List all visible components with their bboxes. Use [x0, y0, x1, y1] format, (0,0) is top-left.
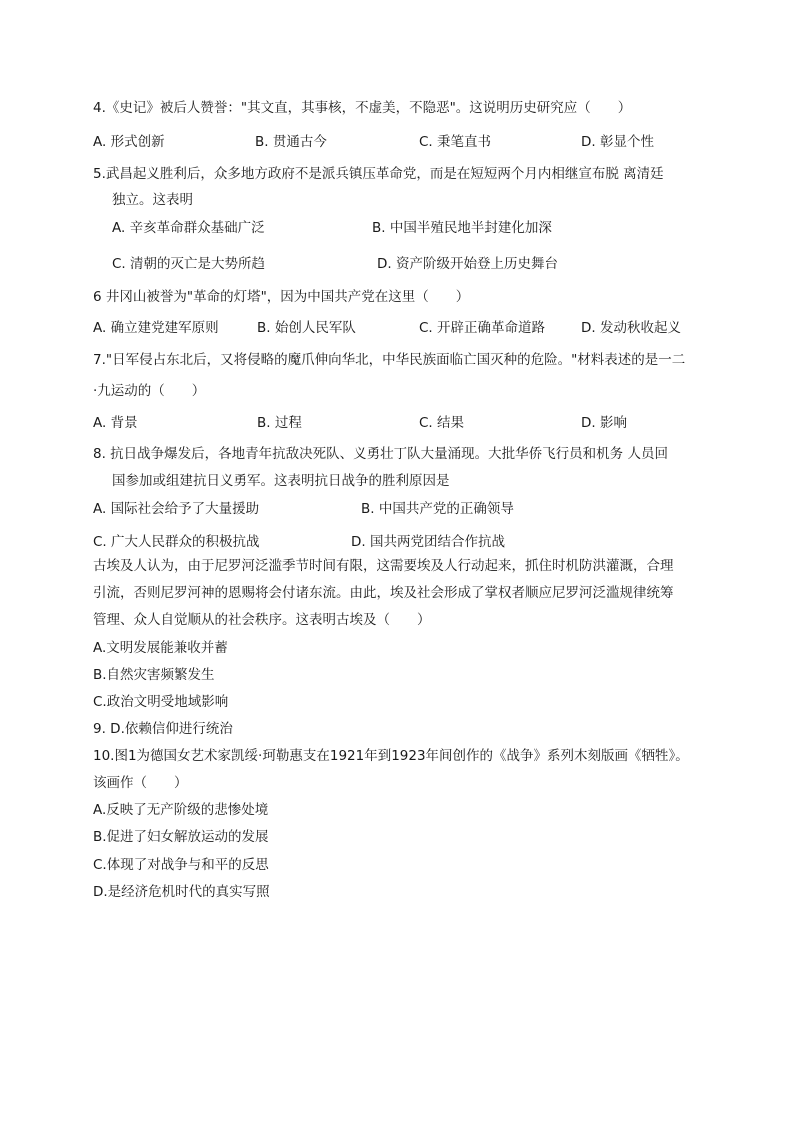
question-5-option-b: B. 中国半殖民地半封建化加深 [372, 220, 552, 236]
question-5-option-d: D. 资产阶级开始登上历史舞台 [377, 256, 558, 272]
question-5-stem-line-2: 独立。这表明 [112, 192, 193, 208]
question-7-option-a: A. 背景 [93, 415, 138, 431]
question-6-option-d: D. 发动秋收起义 [581, 320, 681, 336]
question-7-stem-line-2: ·九运动的（ ） [93, 383, 206, 399]
question-10-option-b: B.促进了妇女解放运动的发展 [93, 829, 269, 845]
question-10-stem-line-2: 该画作（ ） [93, 775, 188, 791]
question-9-option-d: 9. D.依赖信仰进行统治 [93, 721, 233, 737]
question-9-stem-line-3: 管理、众人自觉顺从的社会秩序。这表明古埃及（ ） [93, 612, 431, 628]
question-8-stem-line-2: 国参加或组建抗日义勇军。这表明抗日战争的胜利原因是 [112, 473, 450, 489]
question-5-stem-line-1: 5.武昌起义胜利后，众多地方政府不是派兵镇压革命党，而是在短短两个月内相继宣布脱 离清廷 [93, 166, 664, 182]
question-8-option-a: A. 国际社会给予了大量援助 [93, 501, 260, 517]
question-5-option-c: C. 清朝的灭亡是大势所趋 [112, 256, 266, 272]
question-9-stem-line-1: 古埃及人认为，由于尼罗河泛滥季节时间有限，这需要埃及人行动起来，抓住时机防洪灌溉，合理 [93, 558, 674, 574]
question-6-stem: 6 井冈山被誉为"革命的灯塔"，因为中国共产党在这里（ ） [93, 289, 470, 305]
question-10-option-a: A.反映了无产阶级的悲惨处境 [93, 802, 269, 818]
question-10-option-c: C.体现了对战争与和平的反思 [93, 857, 269, 873]
question-9-option-a: A.文明发展能兼收并蓄 [93, 640, 228, 656]
question-4-option-a: A. 形式创新 [93, 134, 165, 150]
question-7-stem-line-1: 7."日军侵占东北后，又将侵略的魔爪伸向华北，中华民族面临亡国灭种的危险。"材料表述的是一二 [93, 352, 686, 368]
question-9-option-b: B.自然灾害频繁发生 [93, 667, 215, 683]
question-8-option-c: C. 广大人民群众的积极抗战 [93, 534, 260, 550]
question-6-option-c: C. 开辟正确革命道路 [419, 320, 546, 336]
question-9-stem-line-2: 引流，否则尼罗河神的恩赐将会付诸东流。由此，埃及社会形成了掌权者顺应尼罗河泛滥规律统筹 [93, 585, 674, 601]
question-9-option-c: C.政治文明受地域影响 [93, 694, 229, 710]
question-8-option-d: D. 国共两党团结合作抗战 [351, 534, 505, 550]
question-10-option-d: D.是经济危机时代的真实写照 [93, 884, 270, 900]
question-6-option-b: B. 始创人民军队 [257, 320, 356, 336]
question-4-option-c: C. 秉笔直书 [419, 134, 492, 150]
question-4-stem: 4.《史记》被后人赞誉："其文直，其事核，不虚美，不隐恶"。这说明历史研究应（ ） [93, 100, 632, 116]
question-7-option-b: B. 过程 [257, 415, 302, 431]
question-10-stem-line-1: 10.图1为德国女艺术家凯绥·珂勒惠支在1921年到1923年间创作的《战争》系列木刻版画《牺牲》。 [93, 748, 689, 764]
question-8-option-b: B. 中国共产党的正确领导 [361, 501, 514, 517]
question-5-option-a: A. 辛亥革命群众基础广泛 [112, 220, 265, 236]
question-4-option-d: D. 彰显个性 [581, 134, 654, 150]
question-4-option-b: B. 贯通古今 [255, 134, 327, 150]
question-6-option-a: A. 确立建党建军原则 [93, 320, 219, 336]
question-8-stem-line-1: 8. 抗日战争爆发后，各地青年抗敌决死队、义勇壮丁队大量涌现。大批华侨飞行员和机务 人员回 [93, 446, 668, 462]
question-7-option-c: C. 结果 [419, 415, 465, 431]
question-7-option-d: D. 影响 [581, 415, 627, 431]
